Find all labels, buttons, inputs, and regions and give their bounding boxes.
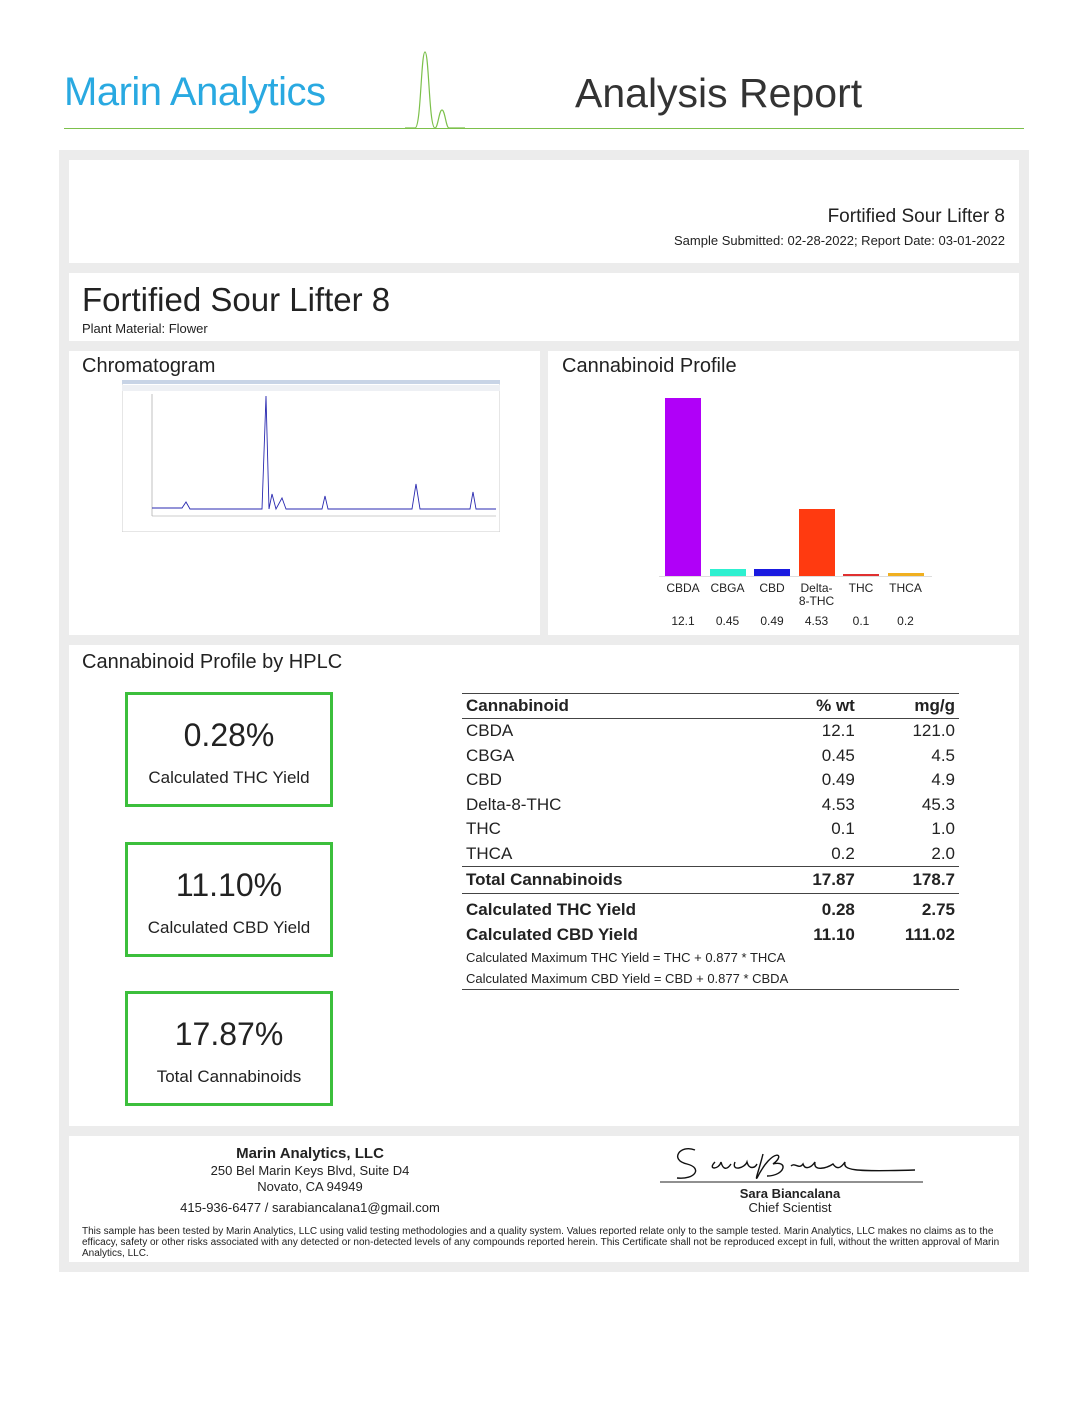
cell-pct: 0.49	[821, 770, 855, 790]
bar-category-label: CBD	[759, 581, 785, 595]
total-pct: 17.87	[772, 867, 859, 894]
plant-material: Plant Material: Flower	[82, 321, 208, 336]
cell-mg: 2.0	[931, 843, 955, 863]
chromatogram-image	[122, 380, 500, 532]
thc-formula: Calculated Maximum THC Yield = THC + 0.877 * THCA	[466, 950, 786, 965]
header-rule	[64, 128, 1024, 129]
table-row	[462, 719, 959, 744]
bar-category-label: CBDA	[666, 581, 700, 595]
cell-pct: 0.1	[831, 819, 855, 839]
disclaimer-text: This sample has been tested by Marin Analytics, LLC using valid testing methodologies and a quality system. Values reported relate only to the sample tested. Marin Analytics, LLC makes no claims as to the efficacy, safety or other risks associated with any detected or non-detected levels of any compounds reported herein. This Certificate shall not be reproduced except in full, without the written approval of Marin Analytics, LLC.	[82, 1226, 1000, 1259]
cannabinoid-table	[462, 693, 959, 990]
calc-thc-row	[462, 897, 959, 922]
bar-value-label: 0.2	[897, 614, 914, 628]
cell-name: THC	[466, 819, 501, 839]
table-row	[462, 793, 959, 818]
table-header-row	[462, 694, 959, 719]
cell-name: CBD	[466, 770, 502, 790]
calc-pct: 11.10	[813, 924, 855, 944]
cell-pct: 0.45	[821, 745, 855, 765]
brand-title: Marin Analytics	[64, 70, 326, 114]
signer-title: Chief Scientist	[748, 1200, 832, 1215]
sample-info-panel	[69, 160, 1019, 263]
calc-cbd-row	[462, 922, 959, 947]
bar-thca	[888, 573, 924, 576]
bar-category-label: THCA	[889, 581, 922, 595]
bar-value-label: 12.1	[671, 614, 695, 628]
chromatogram-heading: Chromatogram	[82, 355, 216, 377]
table-row	[462, 744, 959, 769]
total-mg: 178.7	[859, 867, 959, 894]
peak-logo-icon	[405, 50, 465, 130]
bar-thc	[843, 574, 879, 576]
cell-name: CBDA	[466, 721, 514, 741]
cell-name: Delta-8-THC	[466, 794, 562, 814]
cbd-formula: Calculated Maximum CBD Yield = CBD + 0.877 * CBDA	[462, 968, 959, 990]
cell-name: CBGA	[466, 745, 515, 765]
cell-name: THCA	[466, 843, 513, 863]
signer-name: Sara Biancalana	[739, 1186, 841, 1201]
sample-name-heading: Fortified Sour Lifter 8	[82, 281, 391, 318]
col-mg-g: mg/g	[859, 694, 959, 719]
signature-image	[655, 1140, 925, 1186]
cell-mg: 45.3	[921, 794, 955, 814]
bar-value-label: 0.1	[852, 614, 870, 628]
company-contact: 415-936-6477 / sarabiancalana1@gmail.com	[180, 1200, 440, 1215]
total-yield-box	[125, 991, 333, 1106]
cell-mg: 4.9	[931, 770, 955, 790]
bar-cbd	[754, 569, 790, 576]
table-row	[462, 817, 959, 842]
sample-name-right: Fortified Sour Lifter 8	[827, 206, 1005, 227]
company-name: Marin Analytics, LLC	[236, 1145, 384, 1162]
cell-mg: 4.5	[931, 745, 955, 765]
bar-category-label: Delta- 8-THC	[798, 581, 835, 608]
bar-category-label: CBGA	[710, 581, 745, 595]
col-cannabinoid: Cannabinoid	[462, 694, 772, 719]
total-label: Total Cannabinoids	[462, 867, 772, 894]
cell-pct: 0.2	[831, 843, 855, 863]
thc-yield-value: 0.28%	[183, 717, 275, 753]
profile-heading: Cannabinoid Profile	[562, 355, 737, 377]
bar-value-label: 4.53	[804, 614, 829, 628]
cbd-yield-box	[125, 842, 333, 957]
thc-yield-label: Calculated THC Yield	[148, 768, 310, 787]
bar-cbda	[665, 398, 701, 576]
sample-name-panel	[69, 273, 1019, 341]
table-row	[462, 768, 959, 793]
total-yield-label: Total Cannabinoids	[156, 1067, 302, 1086]
company-address-2: Novato, CA 94949	[257, 1179, 363, 1194]
total-row	[462, 867, 959, 894]
company-address-1: 250 Bel Marin Keys Blvd, Suite D4	[210, 1163, 410, 1178]
col-pct-wt: % wt	[772, 694, 859, 719]
calc-label: Calculated CBD Yield	[466, 924, 638, 944]
formula-note	[462, 968, 959, 990]
cell-mg: 1.0	[931, 819, 955, 839]
bar-category-label: THC	[848, 581, 874, 595]
calc-pct: 0.28	[821, 899, 855, 919]
bar-value-label: 0.45	[715, 614, 740, 628]
formula-note	[462, 947, 959, 968]
cell-pct: 12.1	[821, 721, 855, 741]
report-title: Analysis Report	[575, 70, 863, 116]
bar-value-label: 0.49	[760, 614, 784, 628]
total-yield-value: 17.87%	[174, 1016, 284, 1052]
cbd-yield-value: 11.10%	[175, 867, 283, 903]
cell-mg: 121.0	[912, 721, 955, 741]
thc-yield-box	[125, 692, 333, 807]
sample-dates: Sample Submitted: 02-28-2022; Report Date: 03-01-2022	[674, 233, 1005, 248]
calc-label: Calculated THC Yield	[466, 899, 637, 919]
bar-cbga	[710, 569, 746, 576]
calc-mg: 111.02	[904, 924, 955, 944]
calc-mg: 2.75	[921, 899, 955, 919]
cell-pct: 4.53	[821, 794, 855, 814]
table-row	[462, 842, 959, 867]
cbd-yield-label: Calculated CBD Yield	[147, 918, 311, 937]
hplc-heading: Cannabinoid Profile by HPLC	[82, 651, 343, 673]
bar-axis-line	[659, 576, 932, 577]
bar-delta-8-thc	[799, 509, 835, 576]
